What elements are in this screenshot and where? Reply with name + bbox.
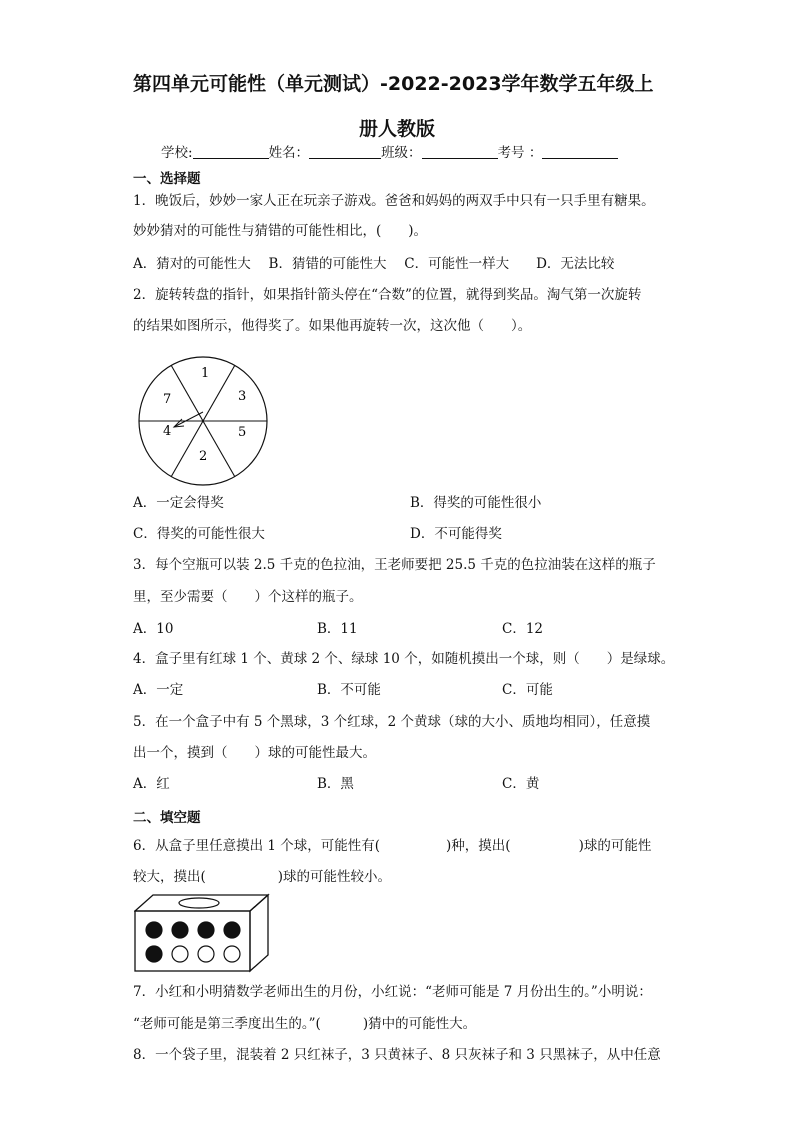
balls-group [146,922,240,962]
q6-blank-less-likely[interactable] [206,869,278,883]
q2-line1: 2．旋转转盘的指针，如果指针箭头停在“合数”的位置，就得到奖品。淘气第一次旋转 [133,287,642,303]
q3-option-a: A．10 [133,621,174,637]
q7-blank-answer[interactable] [321,1016,363,1030]
q2-option-d: D．不可能得奖 [410,526,502,542]
q3-option-c: C．12 [502,621,544,637]
white-ball [224,946,240,962]
box-side [250,895,268,971]
page-title-line1: 第四单元可能性（单元测试）-2022-2023学年数学五年级上 [133,73,654,95]
school-field[interactable] [193,144,269,159]
q2-option-b: B．得奖的可能性很小 [410,495,542,511]
spinner-number-2: 2 [199,449,208,464]
q4-line1: 4．盒子里有红球 1 个、黄球 2 个、绿球 10 个，如随机摸出一个球，则（ ）是绿球。 [133,651,675,667]
q6-text-part3: )球的可能性 [578,838,652,854]
q1-line2: 妙妙猜对的可能性与猜错的可能性相比，( )。 [133,223,428,239]
q3-line1: 3．每个空瓶可以装 2.5 千克的色拉油，王老师要把 25.5 千克的色拉油装在这样的瓶子 [133,557,656,573]
spinner-number-4: 4 [163,424,172,439]
q5-option-b: B．黑 [317,776,354,792]
spinner-number-1: 1 [201,366,210,381]
q1-line1: 1．晚饭后，妙妙一家人正在玩亲子游戏。爸爸和妈妈的两双手中只有一只手里有糖果。 [133,193,655,209]
q6-blank-more-likely[interactable] [511,838,579,852]
q3-line2: 里，至少需要（ ）个这样的瓶子。 [133,589,363,605]
q6-text-part5: )球的可能性较小。 [277,869,392,885]
white-ball [172,946,188,962]
exam-no-label: 考号 ： [497,145,543,161]
class-label: 班级： [381,145,422,161]
q6-blank-count[interactable] [380,838,446,852]
black-ball [146,922,162,938]
q4-option-b: B．不可能 [317,682,381,698]
q5-option-a: A．红 [133,776,170,792]
page-title-line2: 册人教版 [359,118,436,140]
student-info-row [161,144,618,162]
q4-option-c: C．可能 [502,682,553,698]
white-ball [198,946,214,962]
spinner-figure [134,356,274,492]
black-ball [224,922,240,938]
school-label: 学校: [161,145,193,161]
q8-line1: 8．一个袋子里，混装着 2 只红袜子，3 只黄袜子、8 只灰袜子和 3 只黑袜子，从中任意 [133,1047,661,1063]
name-label: 姓名： [268,145,310,161]
q7-text-part1: “老师可能是第三季度出生的。”( [133,1016,321,1032]
q6-text-part1: 6．从盒子里任意摸出 1 个球，可能性有( [133,838,381,854]
q6-line2 [133,868,391,886]
q7-text-part2: )猜中的可能性大。 [362,1016,477,1032]
q2-option-c: C．得奖的可能性很大 [133,526,265,542]
q1-options: A．猜对的可能性大 B．猜错的可能性大 C．可能性一样大 D．无法比较 [133,256,615,272]
q7-line2 [133,1015,476,1033]
q5-line1: 5．在一个盒子中有 5 个黑球，3 个红球，2 个黄球（球的大小、质地均相同），任意摸 [133,714,651,730]
name-field[interactable] [309,144,381,159]
q2-line2: 的结果如图所示，他得奖了。如果他再旋转一次，这次他（ ）。 [133,318,532,334]
q5-option-c: C．黄 [502,776,540,792]
q5-line2: 出一个，摸到（ ）球的可能性最大。 [133,745,376,761]
spinner-number-3: 3 [238,389,247,404]
q6-line1 [133,837,651,855]
spinner-number-7: 7 [163,392,172,407]
q4-option-a: A．一定 [133,682,184,698]
ball-box-figure [134,893,270,973]
spinner-pointer [174,412,203,427]
black-ball [146,946,162,962]
box-opening [179,898,219,908]
black-ball [198,922,214,938]
black-ball [172,922,188,938]
exam-no-field[interactable] [542,144,618,159]
q2-option-a: A．一定会得奖 [133,495,224,511]
section-heading-choice: 一、选择题 [133,171,201,187]
q7-line1: 7．小红和小明猜数学老师出生的月份，小红说：“老师可能是 7 月份出生的。”小明说： [133,984,652,1000]
section-heading-fill: 二、填空题 [133,810,201,826]
spinner-number-5: 5 [238,425,247,440]
q6-text-part4: 较大，摸出( [133,869,206,885]
q3-option-b: B．11 [317,621,358,637]
box-top [135,895,268,911]
class-field[interactable] [422,144,498,159]
q6-text-part2: )种，摸出( [446,838,511,854]
